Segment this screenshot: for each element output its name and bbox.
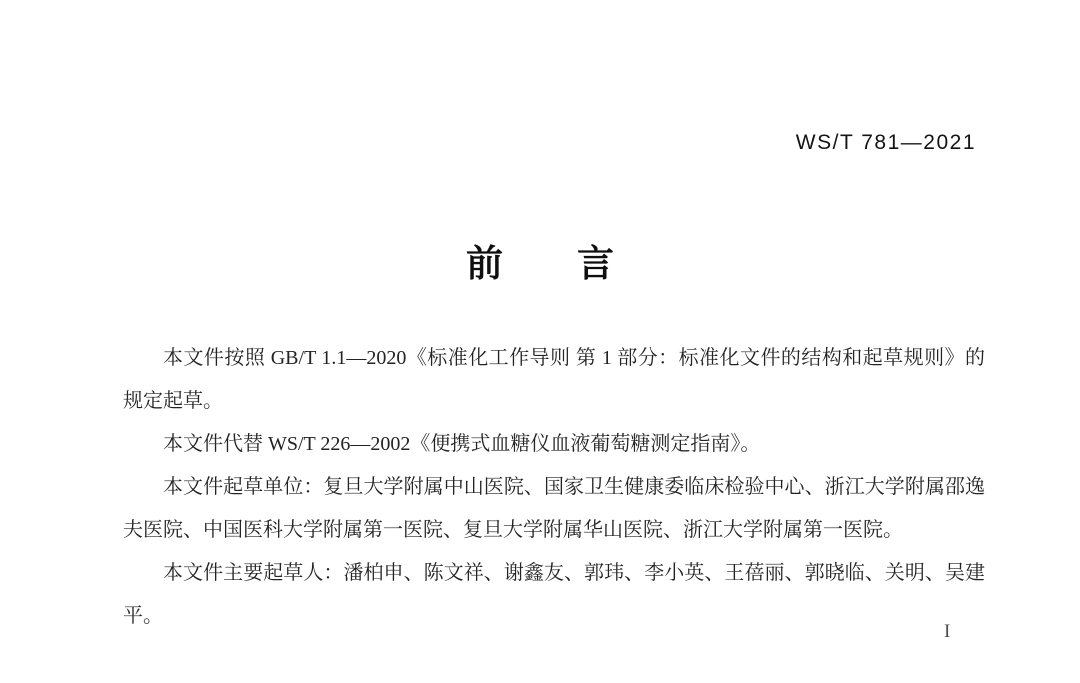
- foreword-paragraph-drafters: 本文件主要起草人：潘柏申、陈文祥、谢鑫友、郭玮、李小英、王蓓丽、郭晓临、关明、吴建平。: [123, 562, 985, 627]
- foreword-title: 前 言: [466, 243, 614, 284]
- foreword-paragraph-drafting-units: 本文件起草单位：复旦大学附属中山医院、国家卫生健康委临床检验中心、浙江大学附属邵逸夫医院、中国医科大学附属第一医院、复旦大学附属华山医院、浙江大学附属第一医院。: [123, 476, 985, 541]
- page-number: I: [944, 621, 951, 642]
- foreword-paragraph-basis: 本文件按照 GB/T 1.1—2020《标准化工作导则 第 1 部分：标准化文件的结构和起草规则》的规定起草。: [123, 347, 985, 412]
- standard-number: WS/T 781—2021: [795, 131, 976, 154]
- foreword-body: [123, 337, 985, 638]
- foreword-paragraph-replaces: 本文件代替 WS/T 226—2002《便携式血糖仪血液葡萄糖测定指南》。: [163, 433, 761, 455]
